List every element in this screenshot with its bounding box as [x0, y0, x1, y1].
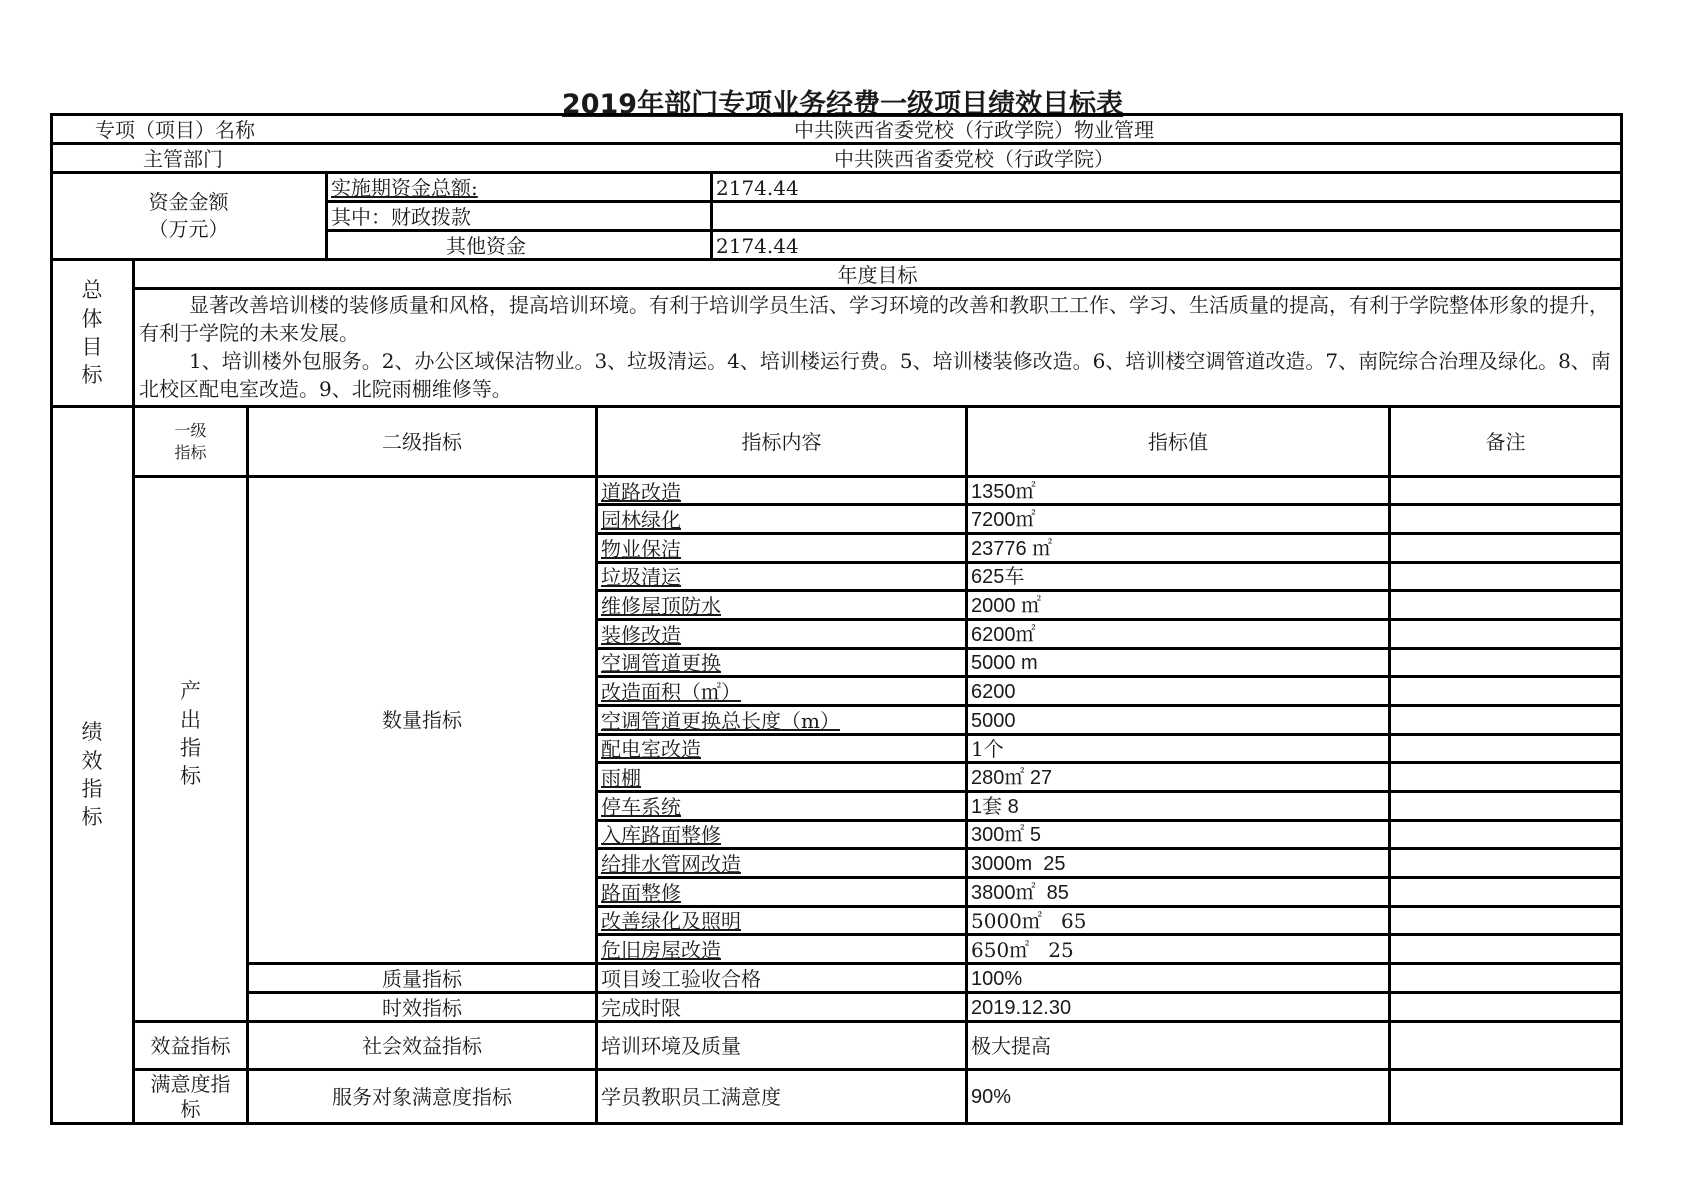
- overall-goal-label: [52, 261, 132, 405]
- quantity-content: 物业保洁: [601, 536, 681, 561]
- funds-other-label: 其他资金: [446, 233, 526, 258]
- overall-goal-char: 总: [81, 278, 103, 303]
- service-satisfaction-label: 服务对象满意度指标: [332, 1084, 512, 1109]
- performance-label: [52, 408, 132, 1122]
- quantity-indicator-label: 数量指标: [382, 708, 462, 732]
- header-value: 指标值: [1148, 429, 1208, 454]
- quantity-value: 1个: [971, 736, 1004, 761]
- quantity-value: 6200: [971, 680, 1016, 703]
- timeliness-content: 完成时限: [601, 995, 681, 1020]
- output-indicator-char: 出: [180, 707, 201, 732]
- quantity-value: 650㎡ 25: [971, 937, 1074, 962]
- header-level2: 二级指标: [382, 429, 462, 454]
- satisfaction-label-line2: 标: [180, 1096, 201, 1121]
- divider: [1388, 405, 1391, 1125]
- quantity-value: 280㎡ 27: [971, 766, 1053, 789]
- funds-total-label: 实施期资金总额:: [331, 175, 478, 200]
- overall-goal-char: 标: [81, 363, 103, 388]
- project-name-value: 中共陕西省委党校（行政学院）物业管理: [794, 117, 1154, 142]
- annual-goal-paragraph-1: 显著改善培训楼的装修质量和风格，提高培训环境。有利于培训学员生活、学习环境的改善和教职工工作、学习、生活质量的提高，有利于学院整体形象的提升，有利于学院的未来发展。: [139, 293, 1609, 345]
- quantity-value: 1套 8: [971, 795, 1019, 818]
- quantity-content: 维修屋顶防水: [601, 593, 721, 618]
- overall-goal-char: 体: [81, 306, 103, 331]
- performance-char: 指: [81, 777, 103, 801]
- performance-char: 标: [81, 805, 103, 830]
- output-indicator-char: 指: [180, 736, 201, 760]
- quantity-content: 园林绿化: [601, 507, 681, 532]
- quantity-value: 5000 m: [971, 651, 1038, 674]
- annual-goal-header: 年度目标: [837, 262, 918, 287]
- header-remark: 备注: [1485, 429, 1526, 454]
- funds-label-line2: （万元）: [148, 217, 229, 241]
- timeliness-indicator-label: 时效指标: [382, 995, 462, 1020]
- satisfaction-label-line1: 满意度指: [150, 1071, 231, 1096]
- quantity-content: 空调管道更换总长度（m）: [601, 708, 840, 733]
- quantity-content: 垃圾清运: [601, 564, 681, 589]
- quantity-value: 300㎡ 5: [971, 823, 1042, 846]
- benefit-value: 极大提高: [971, 1033, 1051, 1058]
- quantity-content: 配电室改造: [601, 736, 701, 761]
- output-indicator-char: 标: [180, 764, 201, 789]
- satisfaction-indicator-label: [135, 1071, 246, 1122]
- annual-goal-paragraph-2: 1、培训楼外包服务。2、办公区域保洁物业。3、垃圾清运。4、培训楼运行费。5、培训楼装修改造。6、培训楼空调管道改造。7、南院综合治理及绿化。8、南北校区配电室改造。9、北院雨棚维修等。: [139, 349, 1611, 401]
- output-indicator-char: 产: [180, 679, 201, 704]
- quantity-content: 装修改造: [601, 622, 681, 647]
- funds-other-value: 2174.44: [716, 233, 799, 258]
- quantity-value: 1350㎡: [971, 480, 1036, 503]
- project-name-label: 专项（项目）名称: [95, 117, 255, 142]
- quantity-value: 7200㎡: [971, 508, 1036, 531]
- funds-fiscal-value: [711, 203, 1611, 230]
- header-level1: [135, 408, 246, 475]
- quality-indicator-label: 质量指标: [382, 966, 462, 991]
- quantity-value: 3000m 25: [971, 852, 1066, 875]
- quantity-value: 3800㎡ 85: [971, 881, 1069, 904]
- overall-goal-char: 目: [81, 335, 103, 359]
- satisfaction-value: 90%: [971, 1085, 1012, 1108]
- quantity-value: 2000 ㎡: [971, 594, 1042, 617]
- header-level1-line2: 指标: [174, 442, 207, 462]
- output-indicator-label: [135, 478, 246, 1020]
- quantity-content: 改善绿化及照明: [601, 908, 741, 933]
- quantity-content: 空调管道更换: [601, 650, 721, 675]
- quantity-content: 停车系统: [601, 794, 681, 819]
- quantity-value: 625车: [971, 565, 1025, 588]
- benefit-indicator-label: 效益指标: [150, 1033, 231, 1058]
- funds-fiscal-label: 其中：财政拨款: [331, 204, 471, 229]
- department-value: 中共陕西省委党校（行政学院）: [834, 146, 1114, 171]
- header-level1-line1: 一级: [174, 420, 207, 440]
- quantity-content: 改造面积（㎡）: [601, 679, 741, 704]
- quantity-content: 路面整修: [601, 880, 681, 905]
- timeliness-value: 2019.12.30: [971, 996, 1072, 1019]
- quantity-content: 道路改造: [601, 479, 681, 504]
- satisfaction-content: 学员教职员工满意度: [601, 1084, 781, 1109]
- quantity-value: 23776 ㎡: [971, 537, 1053, 560]
- funds-total-value: 2174.44: [716, 175, 799, 200]
- quantity-content: 雨棚: [601, 765, 641, 790]
- quantity-value: 5000㎡ 65: [971, 908, 1087, 933]
- performance-char: 绩: [81, 720, 103, 745]
- funds-label: [52, 174, 325, 258]
- quantity-value: 6200㎡: [971, 623, 1036, 646]
- quantity-content: 入库路面整修: [601, 822, 721, 847]
- document-title: 2019年部门专项业务经费一级项目绩效目标表: [561, 89, 1124, 120]
- quantity-content: 危旧房屋改造: [601, 937, 721, 962]
- quality-value: 100%: [971, 967, 1023, 990]
- department-label: 主管部门: [143, 146, 223, 171]
- quantity-content: 给排水管网改造: [601, 851, 741, 876]
- funds-label-line1: 资金金额: [148, 190, 229, 214]
- benefit-content: 培训环境及质量: [601, 1033, 741, 1058]
- quality-content: 项目竣工验收合格: [601, 966, 761, 991]
- performance-char: 效: [81, 748, 103, 773]
- header-content: 指标内容: [741, 429, 822, 454]
- social-benefit-label: 社会效益指标: [362, 1033, 482, 1058]
- quantity-value: 5000: [971, 709, 1016, 732]
